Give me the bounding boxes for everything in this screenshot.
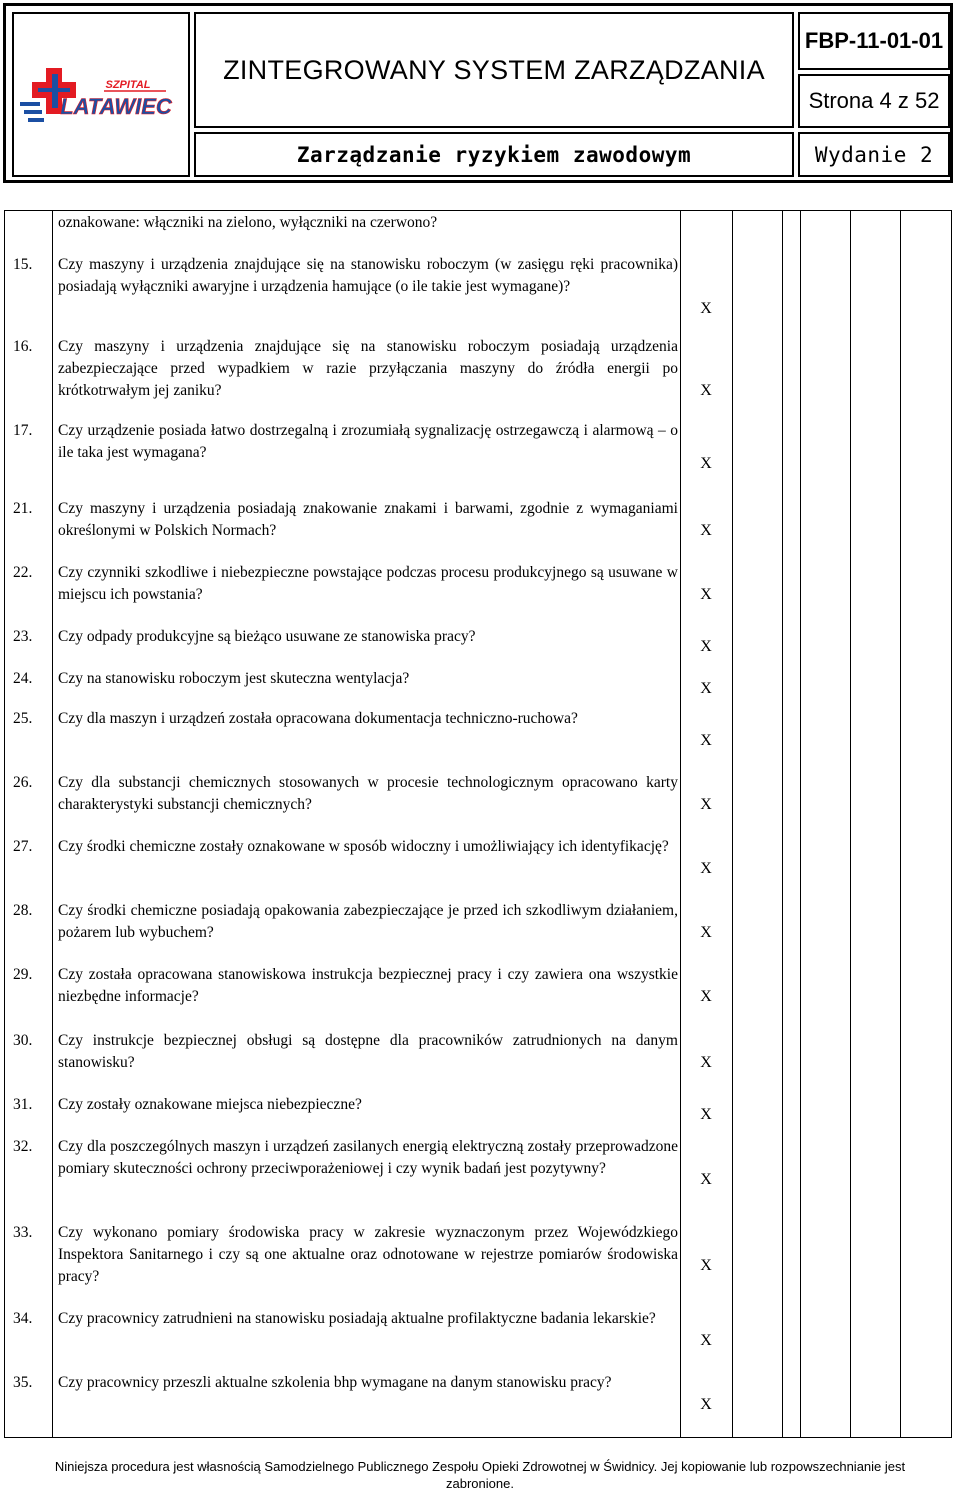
question-text: Czy dla substancji chemicznych stosowanych w procesie technologicznym opracowano karty charakterystyki substancji chemicznych? <box>58 774 678 813</box>
hospital-logo <box>16 54 188 136</box>
question-text: Czy pracownicy przeszli aktualne szkolenia bhp wymagane na danym stanowisku pracy? <box>58 1374 612 1391</box>
row-number: 23. <box>13 628 33 645</box>
question-text: Czy dla maszyn i urządzeń została opracowana dokumentacja techniczno-ruchowa? <box>58 710 578 727</box>
question-text: Czy odpady produkcyjne są bieżąco usuwane ze stanowiska pracy? <box>58 628 476 645</box>
edition-cell <box>798 132 950 177</box>
answer-mark: X <box>700 1332 712 1349</box>
row-number: 33. <box>13 1224 33 1241</box>
document-header <box>3 3 953 183</box>
column-divider <box>850 210 851 1438</box>
question-text: Czy na stanowisku roboczym jest skuteczna wentylacja? <box>58 670 410 687</box>
answer-mark: X <box>700 924 712 941</box>
question-text: Czy wykonano pomiary środowiska pracy w zakresie wyznaczonym przez Wojewódzkiego Inspektora Sanitarnego i czy są one aktualne oraz odnotowane w rejestrze pomiarów środowiska pracy? <box>58 1224 678 1285</box>
row-number: 26. <box>13 774 33 791</box>
footer-line-1: Niniejsza procedura jest własnością Samodzielnego Publicznego Zespołu Opieki Zdrowotnej w Świdnicy. Jej kopiowanie lub rozpowszechnianie jest <box>54 1459 906 1474</box>
row-number: 24. <box>13 670 33 687</box>
question-text: Czy urządzenie posiada łatwo dostrzegalną i zrozumiałą sygnalizację ostrzegawczą i alarmową – o ile taka jest wymagana? <box>58 422 678 461</box>
subject-cell <box>194 132 794 177</box>
answer-mark: X <box>700 455 712 472</box>
column-divider <box>680 210 681 1438</box>
answer-mark: X <box>700 300 712 317</box>
logo-text-main: LATAWIEC <box>60 94 172 119</box>
system-title-cell <box>194 12 794 128</box>
row-number: 15. <box>13 256 33 273</box>
row-number: 16. <box>13 338 33 355</box>
question-text: Czy maszyny i urządzenia znajdujące się na stanowisku roboczym posiadają urządzenia zabezpieczające przed wypadkiem w razie przyłączania maszyny do źródła energii po krótkotrwałym jej zaniku? <box>58 338 678 399</box>
row-number: 34. <box>13 1310 33 1327</box>
answer-mark: X <box>700 1396 712 1413</box>
doc-code: FBP-11-01-01 <box>804 28 944 53</box>
answer-mark: X <box>700 1257 712 1274</box>
table-border-top <box>4 210 952 211</box>
answer-mark: X <box>700 638 712 655</box>
question-text: Czy pracownicy zatrudnieni na stanowisku posiadają aktualne profilaktyczne badania lekarskie? <box>58 1310 656 1327</box>
answer-mark: X <box>700 860 712 877</box>
answer-mark: X <box>700 732 712 749</box>
logo-cell <box>12 12 190 177</box>
question-text: Czy instrukcje bezpiecznej obsługi są dostępne dla pracowników zatrudnionych na danym stanowisku? <box>58 1032 678 1071</box>
answer-mark: X <box>700 796 712 813</box>
column-divider <box>782 210 783 1438</box>
question-text: Czy dla poszczególnych maszyn i urządzeń zasilanych energią elektryczną zostały przeprowadzone pomiary skuteczności ochrony przeciwporażeniowej i czy wynik badań jest pozytywny? <box>58 1138 678 1177</box>
edition-label: Wydanie 2 <box>814 142 934 167</box>
system-title: ZINTEGROWANY SYSTEM ZARZĄDZANIA <box>223 54 765 85</box>
question-text: Czy czynniki szkodliwe i niebezpieczne powstające podczas procesu produkcyjnego są usuwane w miejscu ich powstania? <box>58 564 678 603</box>
ownership-footer <box>0 1458 960 1492</box>
row-number: 22. <box>13 564 33 581</box>
table-border-right <box>951 210 952 1438</box>
table-border-left <box>4 210 5 1438</box>
column-divider <box>52 210 53 1438</box>
column-divider <box>900 210 901 1438</box>
question-text: Czy została opracowana stanowiskowa instrukcja bezpiecznej pracy i czy zawiera ona wszystkie niezbędne informacje? <box>58 966 678 1005</box>
row-number: 35. <box>13 1374 33 1391</box>
column-divider <box>800 210 801 1438</box>
row-number: 25. <box>13 710 33 727</box>
row-number: 28. <box>13 902 33 919</box>
doc-code-cell <box>798 12 950 70</box>
row-number: 32. <box>13 1138 33 1155</box>
page-number-cell <box>798 74 950 128</box>
row-number: 21. <box>13 500 33 517</box>
answer-mark: X <box>700 680 712 697</box>
logo-text-top: SZPITAL <box>105 79 151 91</box>
answer-mark: X <box>700 1106 712 1123</box>
answer-mark: X <box>700 522 712 539</box>
row-number: 29. <box>13 966 33 983</box>
question-text: oznakowane: włączniki na zielono, wyłączniki na czerwono? <box>58 214 438 231</box>
answer-mark: X <box>700 586 712 603</box>
answer-mark: X <box>700 988 712 1005</box>
question-text: Czy maszyny i urządzenia posiadają znakowanie znakami i barwami, zgodnie z wymaganiami określonymi w Polskich Normach? <box>58 500 678 539</box>
question-text: Czy zostały oznakowane miejsca niebezpieczne? <box>58 1096 362 1113</box>
question-text: Czy maszyny i urządzenia znajdujące się na stanowisku roboczym (w zasięgu ręki pracownika) posiadają wyłączniki awaryjne i urządzenia hamujące (o ile takie jest wymagane)? <box>58 256 678 295</box>
answer-mark: X <box>700 382 712 399</box>
table-border-bottom <box>4 1437 952 1438</box>
answer-mark: X <box>700 1171 712 1188</box>
row-number: 30. <box>13 1032 33 1049</box>
column-divider <box>732 210 733 1438</box>
page-number: Strona 4 z 52 <box>808 88 940 113</box>
footer-line-2: zabronione. <box>446 1476 514 1491</box>
row-number: 17. <box>13 422 33 439</box>
checklist-table <box>4 210 952 1438</box>
document-subject: Zarządzanie ryzykiem zawodowym <box>296 142 692 167</box>
row-number: 31. <box>13 1096 33 1113</box>
question-text: Czy środki chemiczne zostały oznakowane w sposób widoczny i umożliwiający ich identyfikację? <box>58 838 669 855</box>
question-text: Czy środki chemiczne posiadają opakowania zabezpieczające je przed ich szkodliwym działaniem, pożarem lub wybuchem? <box>58 902 678 941</box>
row-number: 27. <box>13 838 33 855</box>
answer-mark: X <box>700 1054 712 1071</box>
